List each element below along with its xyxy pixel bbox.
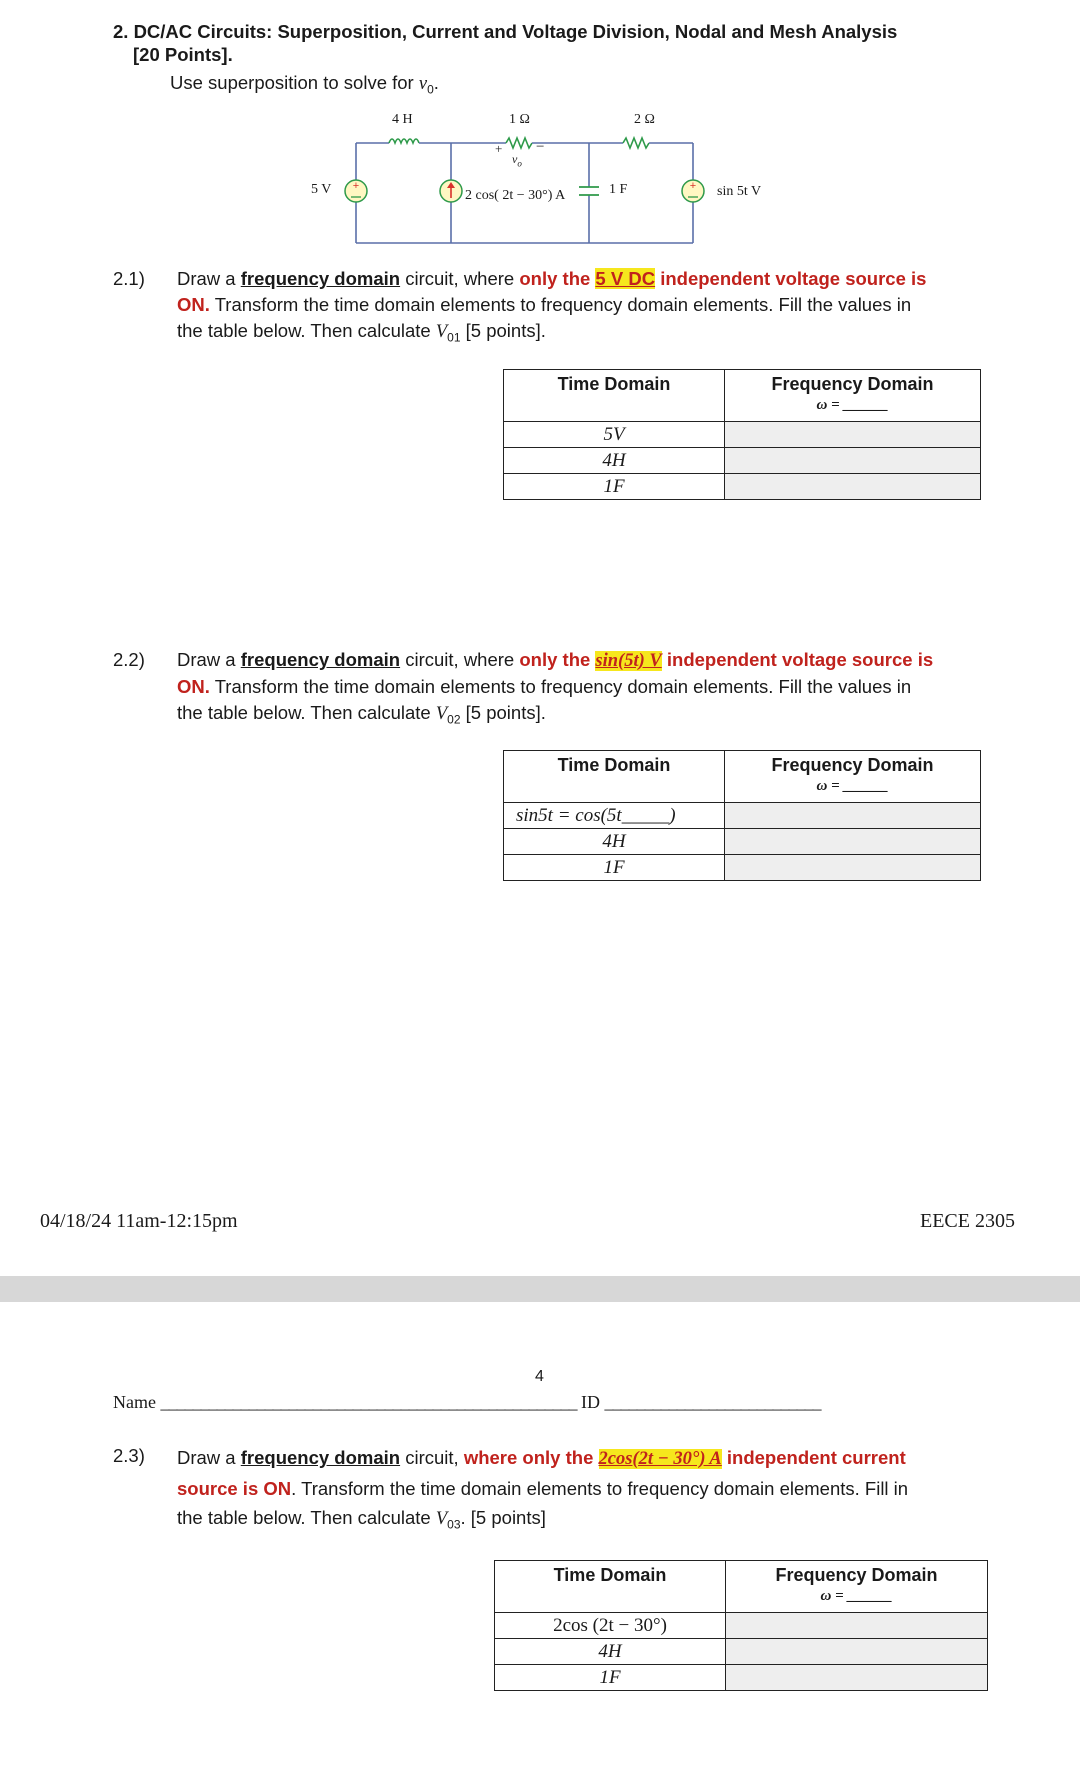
inductor-4h: [389, 139, 419, 143]
vo-minus: −: [536, 139, 545, 155]
q2-omega: ω = ______: [816, 778, 889, 794]
q3-row-3-freq-field[interactable]: [726, 1665, 988, 1691]
q3-header-time: Time Domain: [495, 1561, 726, 1613]
inductor-label: 4 H: [392, 112, 413, 127]
resistor-1ohm: [506, 138, 532, 148]
q2-row-2-freq-field[interactable]: [725, 829, 981, 855]
q1-text: Draw a frequency domain circuit, where only the 5 V DC independent voltage source is ON. Transform the time domain elements to frequency domain elements. Fill the values in the table below. Then calculate $V_{01}$ [5 points].: [177, 268, 927, 345]
page-number: 4: [535, 1368, 544, 1385]
q1-row-1-time: 5V: [504, 422, 725, 448]
name-row: [113, 1392, 820, 1413]
problem-instruction: Use superposition to solve for $v_0$.: [170, 72, 439, 97]
vs2-label: sin 5t V: [717, 184, 762, 199]
q3-table: [494, 1560, 988, 1691]
cap-label: 1 F: [609, 182, 628, 197]
q3-row-1-freq-field[interactable]: [726, 1613, 988, 1639]
q2-table: [503, 750, 981, 881]
q1-row-3-time: 1F: [504, 474, 725, 500]
q2-text: Draw a frequency domain circuit, where only the sin(5t) V independent voltage source is ON. Transform the time domain elements to frequency domain elements. Fill the values in the table below. Then calculate $V_{02}$ [5 points].: [177, 649, 934, 727]
circuit-diagram: [0, 0, 1080, 270]
problem-points: [20 Points].: [133, 44, 233, 65]
q1-header-time: Time Domain: [504, 370, 725, 422]
name-label: Name: [113, 1392, 156, 1412]
q1-row-1-freq-field[interactable]: [725, 422, 981, 448]
footer-course: EECE 2305: [920, 1210, 1015, 1232]
q3-row-2-freq-field[interactable]: [726, 1639, 988, 1665]
q1-table: [503, 369, 981, 500]
id-line: ___________________________: [604, 1392, 821, 1412]
q1-row-3-freq-field[interactable]: [725, 474, 981, 500]
q3-row-2-time: 4H: [495, 1639, 726, 1665]
q1-row-2-time: 4H: [504, 448, 725, 474]
vs1-label: 5 V: [311, 182, 332, 197]
q2-number: 2.2): [113, 649, 145, 670]
q3-header-freq: Frequency Domain ω = ______: [726, 1561, 988, 1613]
svg-text:+: +: [352, 180, 360, 192]
vo-label: $v_o$: [512, 152, 522, 169]
voltage-source-sin: [682, 180, 704, 202]
footer-date: 04/18/24 11am-12:15pm: [40, 1210, 238, 1232]
q1-omega: ω = ______: [816, 397, 889, 413]
q2-header-freq: Frequency Domain ω = ______: [725, 751, 981, 803]
resistor-2-label: 2 Ω: [634, 112, 655, 127]
q2-row-2-time: 4H: [504, 829, 725, 855]
q3-text: Draw a frequency domain circuit, where only the 2cos(2t − 30°) A independent current source is ON. Transform the time domain elements to frequency domain elements. Fill in the table below. Then calculate $V_{03}$. [5 points]: [177, 1447, 909, 1532]
vo-plus: +: [495, 141, 503, 156]
capacitor-1f: [579, 187, 599, 195]
q2-row-3-time: 1F: [504, 855, 725, 881]
page-separator: [0, 1276, 1080, 1302]
resistor-2ohm: [623, 138, 649, 148]
q2-row-3-freq-field[interactable]: [725, 855, 981, 881]
svg-text:+: +: [689, 180, 697, 192]
q3-row-3-time: 1F: [495, 1665, 726, 1691]
q2-row-1-time: sin5t = cos(5t_____): [504, 803, 725, 829]
q3-row-1-time: 2cos (2t − 30°): [495, 1613, 726, 1639]
q3-number: 2.3): [113, 1445, 145, 1466]
q1-row-2-freq-field[interactable]: [725, 448, 981, 474]
q2-header-time: Time Domain: [504, 751, 725, 803]
q3-omega: ω = ______: [820, 1588, 893, 1604]
q1-number: 2.1): [113, 268, 145, 289]
q1-header-freq: Frequency Domain ω = ______: [725, 370, 981, 422]
name-line: ____________________________________________________: [160, 1392, 577, 1412]
is1-label: 2 cos( 2t − 30°) A: [465, 188, 566, 203]
q2-row-1-freq-field[interactable]: [725, 803, 981, 829]
id-label: ID: [580, 1392, 600, 1412]
problem-title: 2. DC/AC Circuits: Superposition, Current and Voltage Division, Nodal and Mesh Analysis: [113, 21, 898, 42]
current-source: [440, 180, 462, 202]
resistor-1-label: 1 Ω: [509, 112, 530, 127]
voltage-source-5v: [345, 180, 367, 202]
